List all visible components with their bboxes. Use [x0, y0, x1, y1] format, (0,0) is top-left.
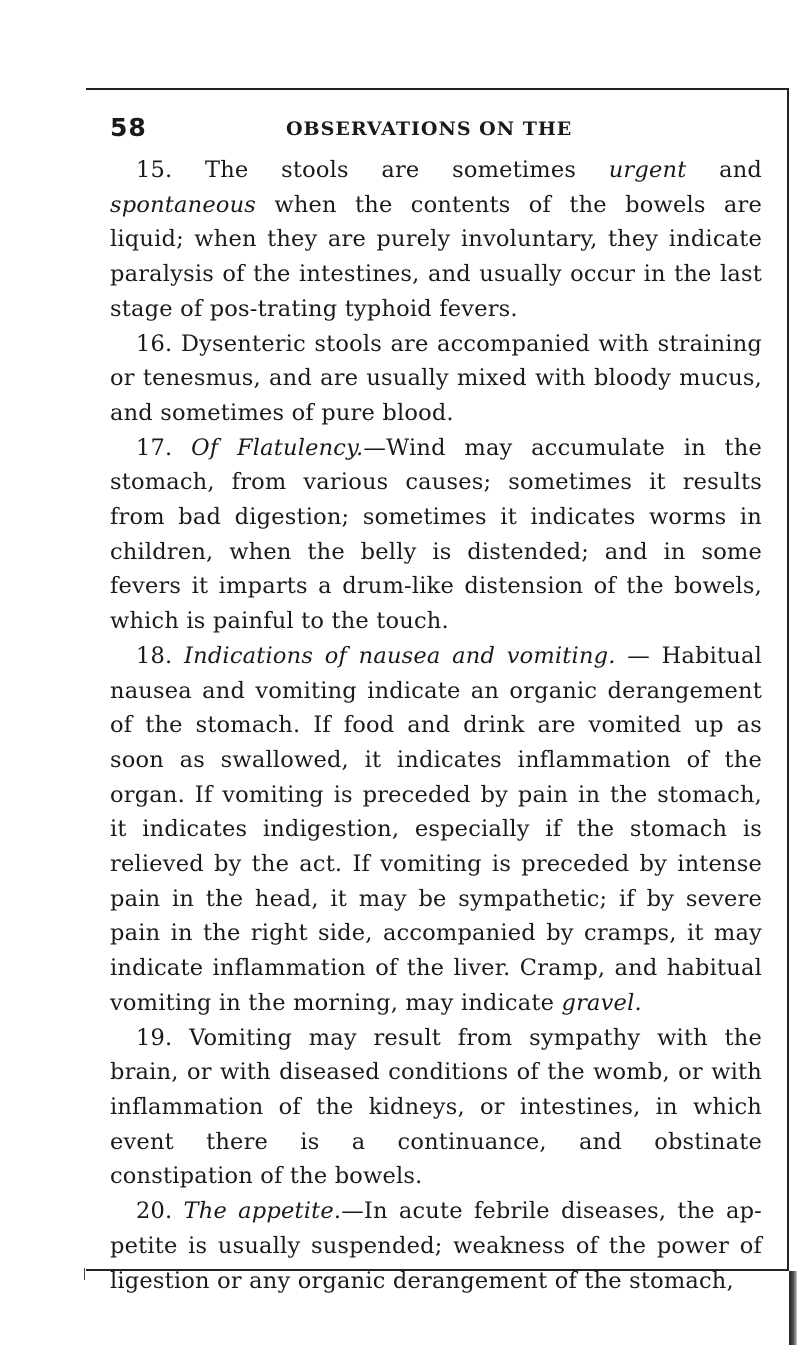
page-header — [110, 113, 762, 147]
text-segment: 15. The stools are sometimes — [136, 157, 609, 183]
running-head: OBSERVATIONS ON THE — [286, 118, 573, 140]
paragraph-17 — [110, 431, 762, 639]
page-number: 58 — [110, 113, 147, 142]
text-segment: —In acute febrile diseases, the ap-petite is usually suspended; weakness of the power of ligestion or any organic derangement of the stomach, — [110, 1198, 762, 1294]
paragraph-15 — [110, 153, 762, 327]
italic-term: gravel. — [561, 989, 642, 1016]
italic-heading: Indications of nausea and vomiting. — [184, 642, 616, 669]
italic-heading: Of Flatulency. — [191, 434, 364, 461]
text-segment: when the contents of the bowels are liquid; when they are purely involuntary, they indicate paralysis of the intestines, and usually occur in the last stage of pos-trating typhoid fevers. — [110, 191, 762, 322]
paragraph-20 — [110, 1194, 762, 1298]
page-body — [110, 153, 762, 1298]
italic-term: spontaneous — [110, 191, 257, 218]
text-segment: 18. — [136, 642, 185, 669]
text-segment: 16. Dysenteric stools are accompanied with straining or tenesmus, and are usually mixed with bloody mucus, and sometimes of pure blood. — [110, 330, 762, 426]
book-spine-shadow — [789, 1271, 797, 1345]
italic-heading: The appetite. — [183, 1198, 342, 1225]
paragraph-19 — [110, 1021, 762, 1195]
paragraph-16 — [110, 327, 762, 431]
text-segment: and — [686, 157, 762, 183]
text-segment: — Habitual nausea and vomiting indicate an organic derangement of the stomach. If food and drink are vomited up as soon as swallowed, it indicates inflammation of the organ. If vomiting is preceded by pain in the stomach, it indicates indigestion, especially if the stomach is relieved by the act. If vomiting is preceded by intense pain in the head, it may be sympathetic; if by severe pain in the right side, accompanied by cramps, it may indicate inflammation of the liver. Cramp, and habitual vomiting in the morning, may indicate — [110, 642, 762, 1016]
page-edge-mark — [84, 1268, 89, 1280]
paragraph-18 — [110, 639, 762, 1021]
text-segment: 19. Vomiting may result from sympathy with the brain, or with diseased conditions of the womb, or with inflammation of the kidneys, or intestines, in which event there is a continuance, and obstinate constipation of the bowels. — [110, 1024, 762, 1190]
text-segment: 20. — [136, 1198, 184, 1225]
text-segment: —Wind may accumulate in the stomach, from various causes; sometimes it results from bad digestion; sometimes it indicates worms in children, when the belly is distended; and in some fevers it imparts a drum-like distension of the bowels, which is painful to the touch. — [110, 434, 762, 635]
text-segment: 17. — [136, 434, 192, 461]
italic-term: urgent — [608, 157, 687, 183]
